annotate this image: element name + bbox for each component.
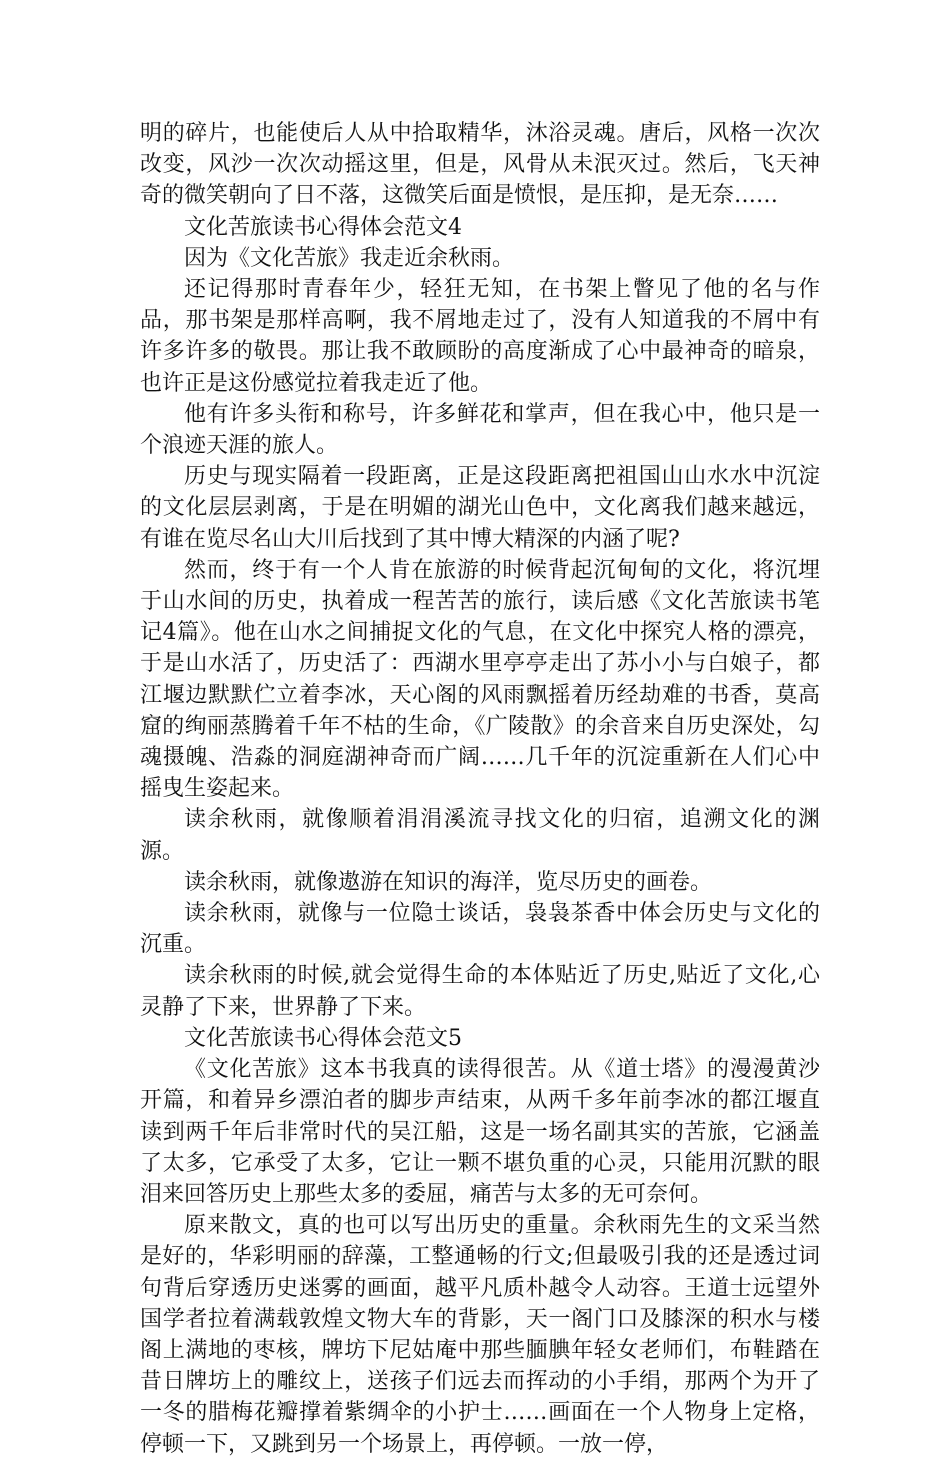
document-page — [140, 118, 820, 1460]
paragraph-continuation: 明的碎片，也能使后人从中拾取精华，沐浴灵魂。唐后，风格一次次改变，风沙一次次动摇这里，但是，风骨从未泯灭过。然后，飞天神奇的微笑朝向了日不落，这微笑后面是愤恨，是压抑，是无奈…… — [140, 121, 820, 209]
paragraph: 还记得那时青春年少，轻狂无知，在书架上瞥见了他的名与作品，那书架是那样高啊，我不屑地走过了，没有人知道我的不屑中有许多许多的敬畏。那让我不敢顾盼的高度渐成了心中最神奇的暗泉，也许正是这份感觉拉着我走近了他。 — [140, 277, 820, 396]
paragraph: 历史与现实隔着一段距离，正是这段距离把祖国山山水水中沉淀的文化层层剥离，于是在明媚的湖光山色中，文化离我们越来越远，有谁在览尽名山大川后找到了其中博大精深的内涵了呢? — [140, 464, 820, 552]
paragraph: 读余秋雨，就像与一位隐士谈话，袅袅茶香中体会历史与文化的沉重。 — [140, 901, 820, 958]
paragraph: 因为《文化苦旅》我走近余秋雨。 — [184, 245, 515, 271]
paragraph: 读余秋雨的时候,就会觉得生命的本体贴近了历史,贴近了文化,心灵静了下来，世界静了下来。 — [140, 963, 820, 1020]
section-heading-4: 文化苦旅读书心得体会范文4 — [184, 214, 462, 240]
paragraph: 读余秋雨，就像顺着涓涓溪流寻找文化的归宿，追溯文化的渊源。 — [140, 807, 820, 864]
paragraph: 原来散文，真的也可以写出历史的重量。余秋雨先生的文采当然是好的，华彩明丽的辞藻，工整通畅的行文;但最吸引我的还是透过词句背后穿透历史迷雾的画面，越平凡质朴越令人动容。王道士远望外国学者拉着满载敦煌文物大车的背影，天一阁门口及膝深的积水与楼阁上满地的枣核，牌坊下尼姑庵中那些腼腆年轻女老师们，布鞋踏在昔日牌坊上的雕纹上，送孩子们远去而挥动的小手绢，那两个为开了一冬的腊梅花瓣撑着紫绸伞的小护士……画面在一个人物身上定格，停顿一下，又跳到另一个场景上，再停顿。一放一停， — [140, 1213, 820, 1457]
paragraph: 《文化苦旅》这本书我真的读得很苦。从《道士塔》的漫漫黄沙开篇，和着异乡漂泊者的脚步声结束，从两千多年前李冰的都江堰直读到两千年后非常时代的吴江船，这是一场名副其实的苦旅，它涵盖了太多，它承受了太多，它让一颗不堪负重的心灵，只能用沉默的眼泪来回答历史上那些太多的委屈，痛苦与太多的无可奈何。 — [140, 1057, 820, 1207]
paragraph: 他有许多头衔和称号，许多鲜花和掌声，但在我心中，他只是一个浪迹天涯的旅人。 — [140, 401, 820, 459]
paragraph: 然而，终于有一个人肯在旅游的时候背起沉甸甸的文化，将沉埋于山水间的历史，执着成一程苦苦的旅行，读后感《文化苦旅读书笔记4篇》。他在山水之间捕捉文化的气息，在文化中探究人格的漂亮，于是山水活了，历史活了：西湖水里亭亭走出了苏小小与白娘子，都江堰边默默伫立着李冰，天心阁的风雨飘摇着历经劫难的书香，莫高窟的绚丽蒸腾着千年不枯的生命，《广陵散》的余音来自历史深处，勾魂摄魄、浩淼的洞庭湖神奇而广阔……几千年的沉淀重新在人们心中摇曳生姿起来。 — [140, 557, 820, 802]
section-heading-5: 文化苦旅读书心得体会范文5 — [184, 1025, 462, 1051]
paragraph: 读余秋雨，就像遨游在知识的海洋，览尽历史的画卷。 — [184, 869, 713, 895]
